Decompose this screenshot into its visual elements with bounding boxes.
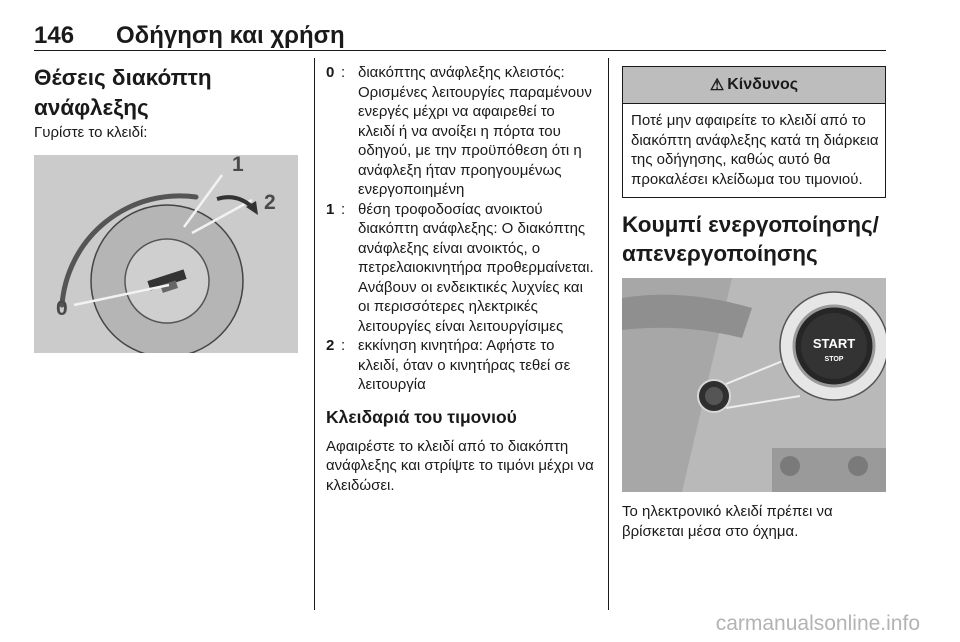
section-title-ignition-positions: Θέσεις διακόπτη ανάφλεξης	[34, 65, 212, 120]
position-key: 2	[326, 337, 335, 354]
page-number: 146	[34, 22, 75, 49]
column-left	[34, 52, 302, 353]
position-item: 1 : θέση τροφοδοσίας ανοικτού διακόπτη ανάφλεξης: Ο διακόπτης ανάφλεξης είναι ανοικτός, ο πετρελαιοκινητήρα προθερμαίνεται. Ανάβουν οι ενδεικτικές λυχνίες και οι περισσότερες ηλεκτρικές λειτουργίες είναι λειτουργίσιμες	[326, 200, 594, 335]
start-stop-button-small-face	[705, 387, 723, 405]
watermark: carmanualsonline.info	[715, 612, 920, 635]
console-knob-right	[848, 456, 868, 476]
position-list	[326, 63, 594, 395]
steering-lock-text: Αφαιρέστε το κλειδί από το διακόπτη ανάφλεξης και στρίψτε το τιμόνι μέχρι να κλειδώσει.	[326, 437, 594, 494]
danger-warning-box	[622, 66, 886, 198]
console-knob-left	[780, 456, 800, 476]
section-title-steering-lock: Κλειδαριά του τιμονιού	[326, 406, 517, 427]
start-stop-photo	[622, 278, 886, 492]
position-item: 0 : διακόπτης ανάφλεξης κλειστός: Ορισμένες λειτουργίες παραμένουν ενεργές μέχρι να αφαιρεθεί το κλειδί ή να ανοίξει η πόρτα του οδηγού, με την προϋπόθεση ότι η ανάφλεξη ήταν προηγουμένως ενεργοποιημένη	[326, 63, 594, 200]
section-title-start-stop-button: Κουμπί ενεργοποίησης/ απενεργοποίησης	[622, 212, 879, 266]
figure-label-2: 2	[264, 190, 276, 214]
intro-text: Γυρίστε το κλειδί:	[34, 124, 148, 141]
stop-label: STOP	[824, 356, 844, 363]
position-description: διακόπτης ανάφλεξης κλειστός: Ορισμένες λειτουργίες παραμένουν ενεργές μέχρι να αφαιρεθεί το κλειδί ή να ανοίξει η πόρτα του οδηγού, με την προϋπόθεση ότι η ανάφλεξη ήταν προηγουμένως ενεργοποιημένη	[358, 64, 592, 198]
figure-label-0: 0	[56, 296, 68, 320]
position-description: εκκίνηση κινητήρα: Αφήστε το κλειδί, όταν ο κινητήρας τεθεί σε λειτουργία	[358, 337, 571, 393]
position-description: θέση τροφοδοσίας ανοικτού διακόπτη ανάφλεξης: Ο διακόπτης ανάφλεξης είναι ανοικτός, ο πετρελαιοκινητήρα προθερμαίνεται. Ανάβουν οι ενδεικτικές λυχνίες και οι περισσότερες ηλεκτρικές λειτουργίες είναι λειτουργίσιμες	[358, 200, 594, 335]
caption-electronic-key: Το ηλεκτρονικό κλειδί πρέπει να βρίσκεται μέσα στο όχημα.	[622, 503, 833, 540]
position-key: 1	[326, 200, 335, 218]
danger-title: Κίνδυνος	[727, 76, 799, 93]
start-label: START	[812, 336, 856, 351]
figure-label-1: 1	[232, 154, 244, 176]
ignition-switch-drawing	[34, 155, 298, 353]
position-item: 2 : εκκίνηση κινητήρα: Αφήστε το κλειδί, όταν ο κινητήρας τεθεί σε λειτουργία	[326, 336, 594, 395]
danger-header	[623, 67, 885, 104]
warning-icon: ⚠	[709, 77, 725, 94]
page-header	[34, 18, 886, 51]
start-stop-figure	[622, 278, 886, 492]
ignition-switch-figure	[34, 155, 298, 353]
danger-text: Ποτέ μην αφαιρείτε το κλειδί από το διακόπτη ανάφλεξης κατά τη διάρκεια της οδήγησης, καθώς αυτό θα προκαλέσει κλείδωμα του τιμονιού.	[631, 112, 879, 188]
column-divider-2	[608, 58, 609, 610]
chapter-title: Οδήγηση και χρήση	[116, 22, 345, 49]
column-divider-1	[314, 58, 315, 610]
column-middle	[326, 52, 594, 495]
column-right	[622, 52, 886, 541]
position-key: 0	[326, 64, 335, 81]
